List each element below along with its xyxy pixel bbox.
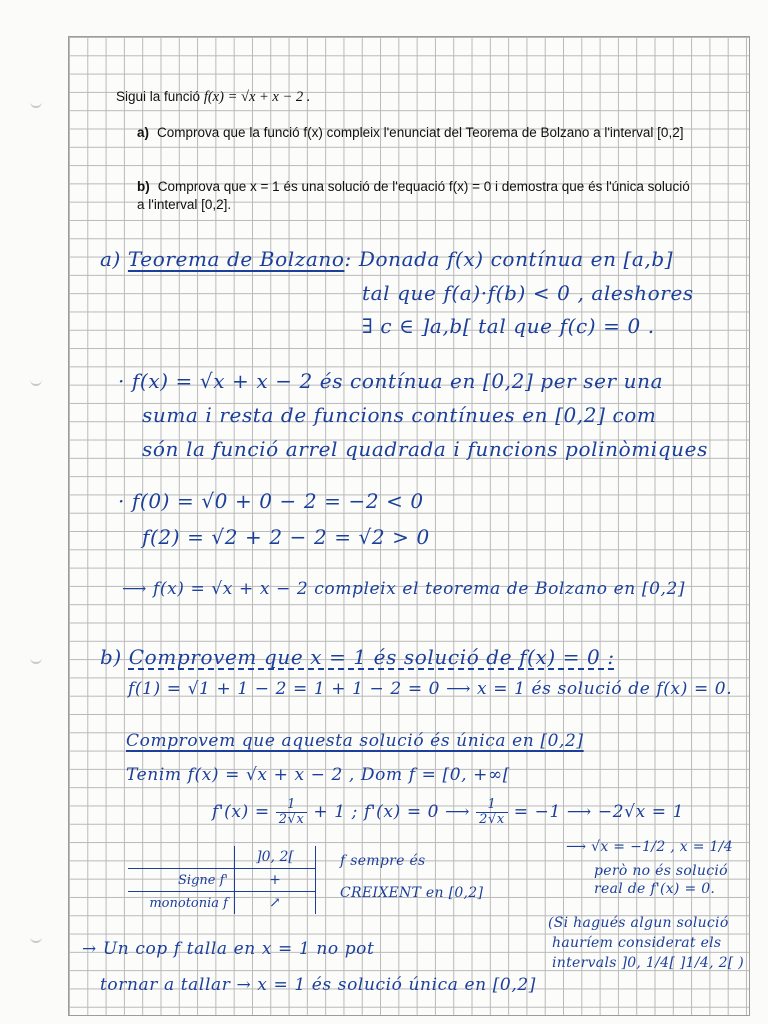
sqrt-result: ⟶ √x = −1/2 , x = 1/4 — [566, 839, 733, 855]
theorem-line-3: ∃ c ∈ ]a,b[ tal que f(c) = 0 . — [362, 314, 655, 338]
answer-b-title: Comprovem que x = 1 és solució de f(x) = 0 : — [128, 645, 615, 669]
continuity-line-1: · f(x) = √x + x − 2 és contínua en [0,2] per ser una — [118, 369, 664, 393]
fraction-denominator: 2√x — [479, 812, 505, 827]
derivative-line — [212, 798, 684, 827]
theorem-line-1: : Donada f(x) contínua en [a,b] — [344, 247, 674, 271]
fraction-numerator: 1 — [276, 798, 308, 813]
continuity-line-3: són la funció arrel quadrada i funcions polinòmiques — [142, 437, 708, 461]
statement-part-a — [137, 124, 697, 142]
part-b-label: b) — [137, 179, 150, 194]
theorem-line-2: tal que f(a)·f(b) < 0 , aleshores — [362, 281, 694, 305]
derivative-eq-rest: = −1 ⟶ −2√x = 1 — [513, 802, 685, 822]
answer-a-heading — [100, 246, 673, 272]
note-line-2: real de f'(x) = 0. — [594, 881, 716, 897]
part-b-text: Comprova que x = 1 és una solució de l'equació f(x) = 0 i demostra que és l'única solució a l'interval [0,2]. — [137, 179, 690, 212]
table-corner — [128, 846, 235, 869]
table-sign-value: + — [235, 869, 316, 892]
statement-part-b — [137, 178, 697, 214]
binder-hole-mark — [30, 656, 42, 664]
aside-line-2: hauríem considerat els — [552, 935, 722, 951]
statement-intro-text: Sigui la funció — [116, 89, 201, 104]
aside-line-1: (Si hagués algun solució — [548, 915, 729, 931]
answer-a-title: Teorema de Bolzano — [127, 247, 345, 271]
f2-evaluation: f(2) = √2 + 2 − 2 = √2 > 0 — [142, 525, 430, 549]
derivative-fraction — [276, 798, 308, 827]
table-monotonicity-label: monotonia f — [128, 892, 235, 915]
answer-b-heading — [100, 644, 615, 670]
final-line-2: tornar a tallar → x = 1 és solució única en [0,2] — [100, 975, 536, 995]
table-interval: ]0, 2[ — [235, 846, 316, 869]
derivative-eq-fraction — [476, 798, 508, 827]
continuity-line-2: suma i resta de funcions contínues en [0,2] com — [142, 403, 657, 427]
monotonicity-table — [128, 846, 316, 914]
table-sign-label: Signe f' — [128, 869, 235, 892]
derivative-plus-one: + 1 ; — [313, 802, 358, 822]
derivative-zero: f'(x) = 0 ⟶ — [364, 802, 471, 822]
uniqueness-heading: Comprovem que aquesta solució és única en [0,2] — [126, 731, 584, 751]
f1-evaluation: f(1) = √1 + 1 − 2 = 1 + 1 − 2 = 0 ⟶ x = 1 és solució de f(x) = 0. — [128, 679, 733, 699]
fraction-denominator: 2√x — [278, 812, 305, 827]
tenim-line: Tenim f(x) = √x + x − 2 , Dom f = [0, +∞[ — [126, 765, 510, 785]
part-a-text: Comprova que la funció f(x) compleix l'enunciat del Teorema de Bolzano a l'interval [0,2] — [157, 125, 684, 140]
note-line-1: però no és solució — [594, 863, 728, 879]
statement-function: f(x) = √x + x − 2 . — [203, 89, 311, 105]
table-monotonicity-value: ↗ — [235, 892, 316, 915]
fraction-numerator: 1 — [476, 798, 508, 813]
part-a-label: a) — [137, 125, 150, 140]
table-comment-2: CREIXENT en [0,2] — [340, 885, 484, 901]
answer-a-label: a) — [100, 247, 121, 271]
binder-hole-mark — [30, 378, 42, 386]
statement-intro — [116, 88, 310, 106]
binder-hole-mark — [30, 100, 42, 108]
derivative-label: f'(x) = — [212, 802, 270, 822]
table-comment-1: f sempre és — [340, 853, 426, 869]
f0-evaluation: · f(0) = √0 + 0 − 2 = −2 < 0 — [118, 489, 424, 513]
aside-line-3: intervals ]0, 1/4[ ]1/4, 2[ ) — [552, 955, 745, 971]
binder-hole-mark — [30, 935, 42, 943]
answer-b-label: b) — [100, 645, 122, 669]
bolzano-conclusion: ⟶ f(x) = √x + x − 2 compleix el teorema de Bolzano en [0,2] — [122, 579, 686, 599]
final-line-1: → Un cop f talla en x = 1 no pot — [82, 939, 375, 959]
